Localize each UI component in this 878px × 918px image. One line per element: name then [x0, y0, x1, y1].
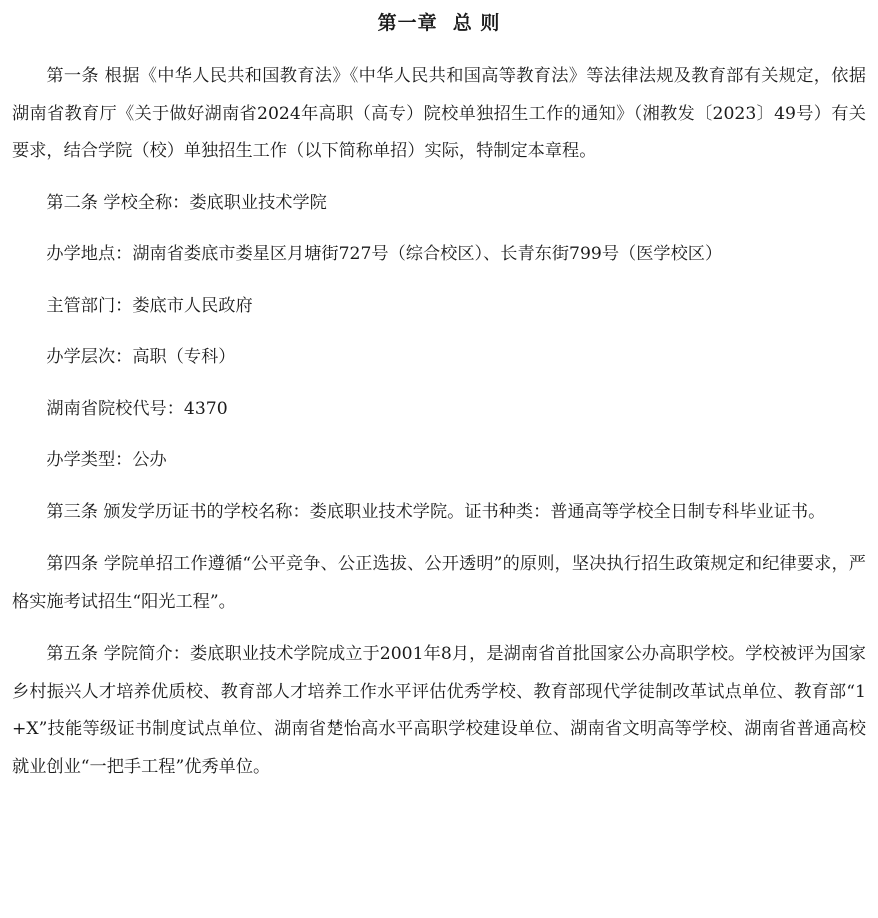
campus-address: 办学地点：湖南省娄底市娄星区月塘街727号（综合校区）、长青东街799号（医学校区）	[46, 244, 723, 264]
article-2-school-name: 第二条 学校全称：娄底职业技术学院	[46, 192, 327, 213]
article-5-paragraph: 第五条 学院简介：娄底职业技术学院成立于2001年8月，是湖南省首批国家公办高职学校。学校被评为国家乡村振兴人才培养优质校、教育部人才培养工作水平评估优秀学校、教育部现代学徒制改革试点单位、教育部“1+X”技能等级证书制度试点单位、湖南省楚怡高水平高职学校建设单位、湖南省文明高等学校、湖南省普通高校就业创业“一把手工程”优秀单位。	[12, 644, 866, 777]
chapter-title: 第一章 总 则	[377, 12, 501, 34]
article-4-paragraph: 第四条 学院单招工作遵循“公平竞争、公正选拔、公开透明”的原则，坚决执行招生政策规定和纪律要求，严格实施考试招生“阳光工程”。	[12, 554, 866, 612]
education-level: 办学层次：高职（专科）	[46, 347, 236, 367]
institution-code: 湖南省院校代号：4370	[46, 398, 228, 419]
article-3-paragraph: 第三条 颁发学历证书的学校名称：娄底职业技术学院。证书种类：普通高等学校全日制专科毕业证书。	[46, 501, 826, 522]
article-1-paragraph: 第一条 根据《中华人民共和国教育法》《中华人民共和国高等教育法》等法律法规及教育部有关规定，依据湖南省教育厅《关于做好湖南省2024年高职（高专）院校单独招生工作的通知》（湘教发〔2023〕49号）有关要求，结合学院（校）单独招生工作（以下简称单招）实际，特制定本章程。	[12, 66, 866, 161]
school-type: 办学类型：公办	[46, 450, 167, 470]
supervising-department: 主管部门：娄底市人民政府	[46, 295, 253, 316]
